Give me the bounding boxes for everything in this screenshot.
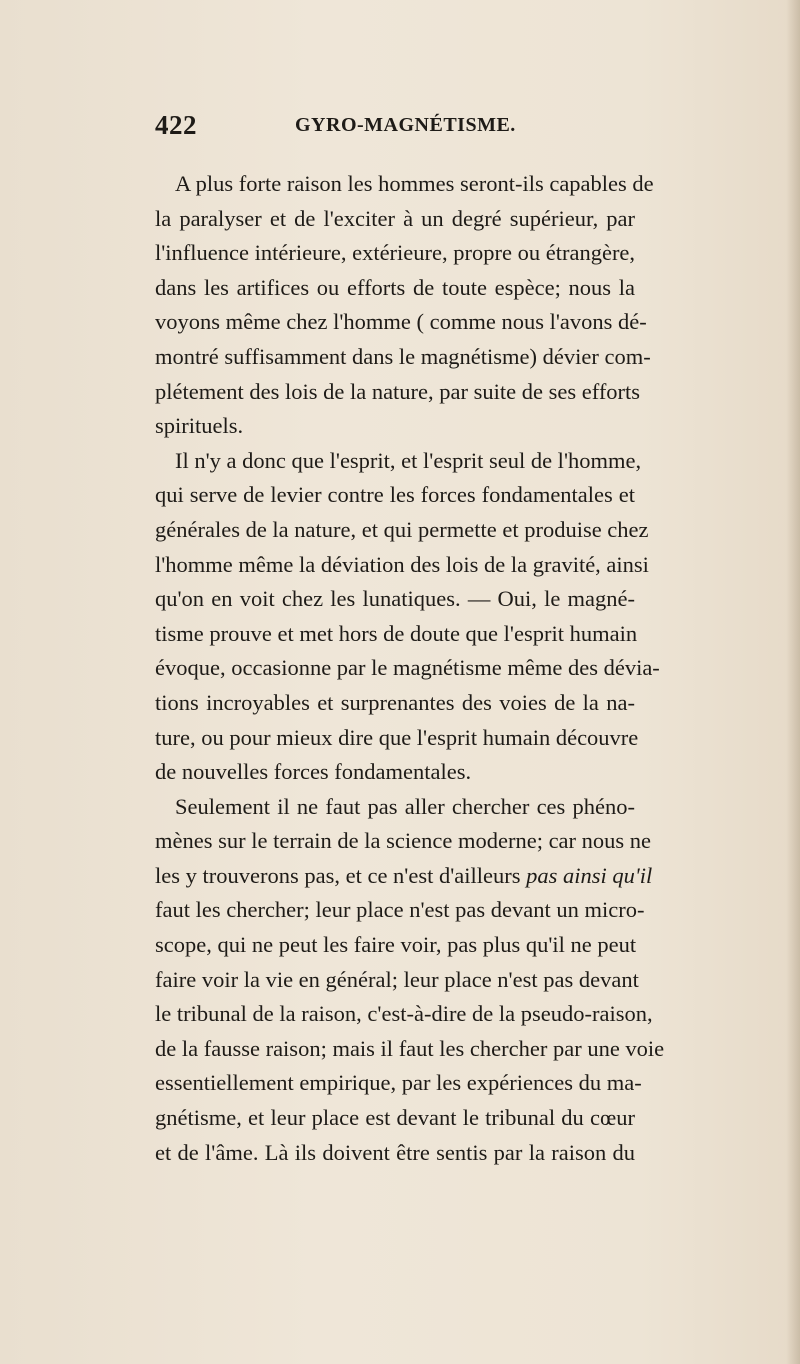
text-line: A plus forte raison les hommes seront-ils capables de — [175, 171, 654, 196]
text-line: spirituels. — [155, 413, 244, 439]
text-line: l'influence intérieure, extérieure, propre ou étrangère, — [155, 240, 636, 266]
text-line: essentiellement empirique, par les expériences du ma- — [155, 1070, 642, 1096]
text-line: l'homme même la déviation des lois de la gravité, ainsi — [155, 551, 649, 577]
page-number: 422 — [155, 110, 197, 140]
body-text — [155, 167, 665, 1170]
text-line: dans les artifices ou efforts de toute espèce; nous la — [155, 274, 635, 300]
italic-phrase: pas ainsi qu'il — [526, 862, 653, 888]
text-line-with-italic — [155, 859, 653, 894]
text-line: générales de la nature, et qui permette et produise chez — [155, 516, 649, 542]
text-line: de nouvelles forces fondamentales. — [155, 759, 472, 785]
text-line: plétement des lois de la nature, par suite de ses efforts — [155, 378, 641, 404]
text-line: qu'on en voit chez les lunatiques. — Oui, le magné- — [155, 586, 635, 612]
text-line: mènes sur le terrain de la science moderne; car nous ne — [155, 828, 652, 854]
text-line: et de l'âme. Là ils doivent être sentis par la raison du — [155, 1139, 635, 1165]
text-line: évoque, occasionne par le magnétisme même des dévia- — [155, 655, 660, 681]
text-segment: les y trouverons pas, et ce n'est d'ailleurs — [155, 862, 521, 888]
text-line: Il n'y a donc que l'esprit, et l'esprit seul de l'homme, — [175, 447, 642, 473]
text-line: scope, qui ne peut les faire voir, pas plus qu'il ne peut — [155, 932, 637, 958]
text-line: faire voir la vie en général; leur place n'est pas devant — [155, 966, 639, 992]
text-line: montré suffisamment dans le magnétisme) dévier com- — [155, 343, 651, 369]
running-head: GYRO-MAGNÉTISME. — [295, 114, 516, 136]
page-edge-shadow — [786, 0, 800, 1364]
text-line: gnétisme, et leur place est devant le tribunal du cœur — [155, 1105, 635, 1131]
text-line: tions incroyables et surprenantes des voies de la na- — [155, 689, 635, 715]
text-line: voyons même chez l'homme ( comme nous l'avons dé- — [155, 309, 647, 335]
text-line: le tribunal de la raison, c'est-à-dire de la pseudo-raison, — [155, 1001, 653, 1027]
text-line: faut les chercher; leur place n'est pas devant un micro- — [155, 897, 645, 923]
text-line: de la fausse raison; mais il faut les chercher par une voie — [155, 1035, 665, 1061]
page-header — [155, 110, 635, 150]
text-line: la paralyser et de l'exciter à un degré supérieur, par — [155, 205, 635, 231]
text-line: qui serve de levier contre les forces fondamentales et — [155, 482, 635, 508]
text-line: tisme prouve et met hors de doute que l'esprit humain — [155, 620, 638, 646]
text-line: ture, ou pour mieux dire que l'esprit humain découvre — [155, 724, 639, 750]
text-line: Seulement il ne faut pas aller chercher ces phéno- — [175, 793, 635, 819]
